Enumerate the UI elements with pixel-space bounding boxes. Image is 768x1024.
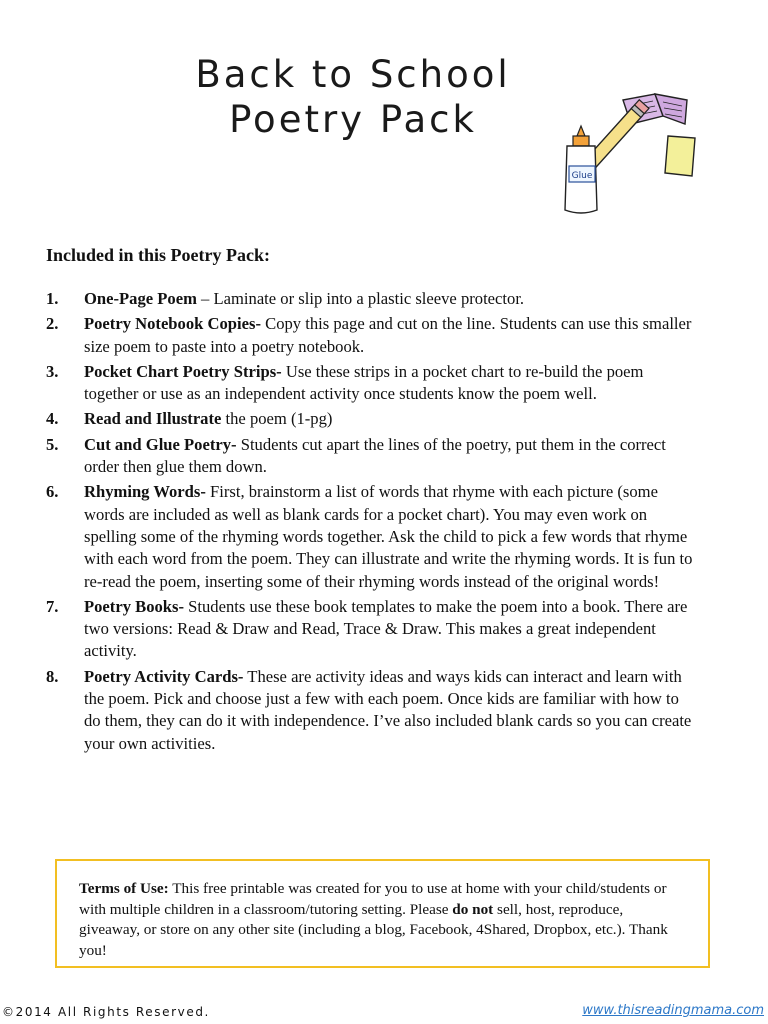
list-item xyxy=(46,313,696,358)
item-description: First, brainstorm a list of words that rhyme with each picture (some words are included as well as blank cards for a pocket chart). You may even work on spelling some of the rhyming words together. Ask the child to pick a few words that rhyme with each word from the poem. They can illustrate and write the rhyming words. It is fun to re-read the poem, inserting some of their rhyming words instead of the original words! xyxy=(84,482,693,591)
list-item xyxy=(46,288,696,310)
list-item xyxy=(46,596,696,663)
item-description: Students cut apart the lines of the poetry, put them in the correct order then glue them down. xyxy=(84,434,666,477)
terms-emphasis: do not xyxy=(452,900,494,918)
item-title: Rhyming Words- xyxy=(84,482,206,502)
item-number: 7. xyxy=(46,596,59,616)
school-supplies-illustration xyxy=(555,88,705,218)
item-title: Read and Illustrate xyxy=(84,409,222,429)
item-title: Cut and Glue Poetry- xyxy=(84,434,237,454)
item-description: the poem (1-pg) xyxy=(221,409,333,429)
terms-of-use-box xyxy=(55,859,710,968)
title-line-2: Poetry Pack xyxy=(229,98,477,141)
item-title: Pocket Chart Poetry Strips- xyxy=(84,361,282,381)
item-number: 2. xyxy=(46,314,59,334)
glue-label: Glue xyxy=(571,171,593,181)
item-description: – Laminate or slip into a plastic sleeve protector. xyxy=(196,289,525,308)
section-heading: Included in this Poetry Pack: xyxy=(46,245,271,265)
terms-label: Terms of Use: xyxy=(79,880,169,897)
item-title: Poetry Activity Cards- xyxy=(84,666,244,686)
terms-text-2: sell, host, reproduce, giveaway, or store on any other site (including a blog, Facebook, 4Shared, Dropbox, etc.). Thank you! xyxy=(79,900,668,959)
item-title: Poetry Books- xyxy=(84,596,185,616)
item-description: These are activity ideas and ways kids can interact and learn with the poem. Pick and choose just a few with each poem. Once kids are familiar with how to do them, they can do it with independence. I’ve also included blank cards so you can create your own activities. xyxy=(84,666,692,753)
list-item xyxy=(46,481,696,592)
glue-bottle-icon xyxy=(565,126,597,213)
list-item xyxy=(46,666,696,755)
item-description: Students use these book templates to make the poem into a book. There are two versions: Read & Draw and Read, Trace & Draw. This makes a great independent activity. xyxy=(84,596,688,661)
list-item xyxy=(46,408,696,430)
list-item xyxy=(46,361,696,406)
item-description: Use these strips in a pocket chart to re-build the poem together or use as an independent activity once students know the poem well. xyxy=(84,361,644,404)
item-number: 3. xyxy=(46,361,59,381)
website-link[interactable]: www.thisreadingmama.com xyxy=(582,1003,764,1018)
copyright-notice: ©2014 All Rights Reserved. xyxy=(2,1005,210,1019)
item-description: Copy this page and cut on the line. Students can use this smaller size poem to paste into a poetry notebook. xyxy=(84,314,692,356)
included-items-list xyxy=(46,288,696,758)
item-number: 4. xyxy=(46,409,59,429)
item-title: One-Page Poem xyxy=(84,289,197,308)
item-title: Poetry Notebook Copies- xyxy=(84,314,261,334)
list-item xyxy=(46,434,696,479)
item-number: 1. xyxy=(46,289,59,308)
title-line-1: Back to School xyxy=(195,53,511,96)
terms-text-1: This free printable was created for you to use at home with your child/students or with multiple children in a classroom/tutoring setting. Please xyxy=(79,880,667,918)
document-title xyxy=(170,52,536,142)
item-number: 5. xyxy=(46,434,59,454)
item-number: 8. xyxy=(46,666,59,686)
item-number: 6. xyxy=(46,482,59,502)
eraser-icon xyxy=(665,136,695,176)
